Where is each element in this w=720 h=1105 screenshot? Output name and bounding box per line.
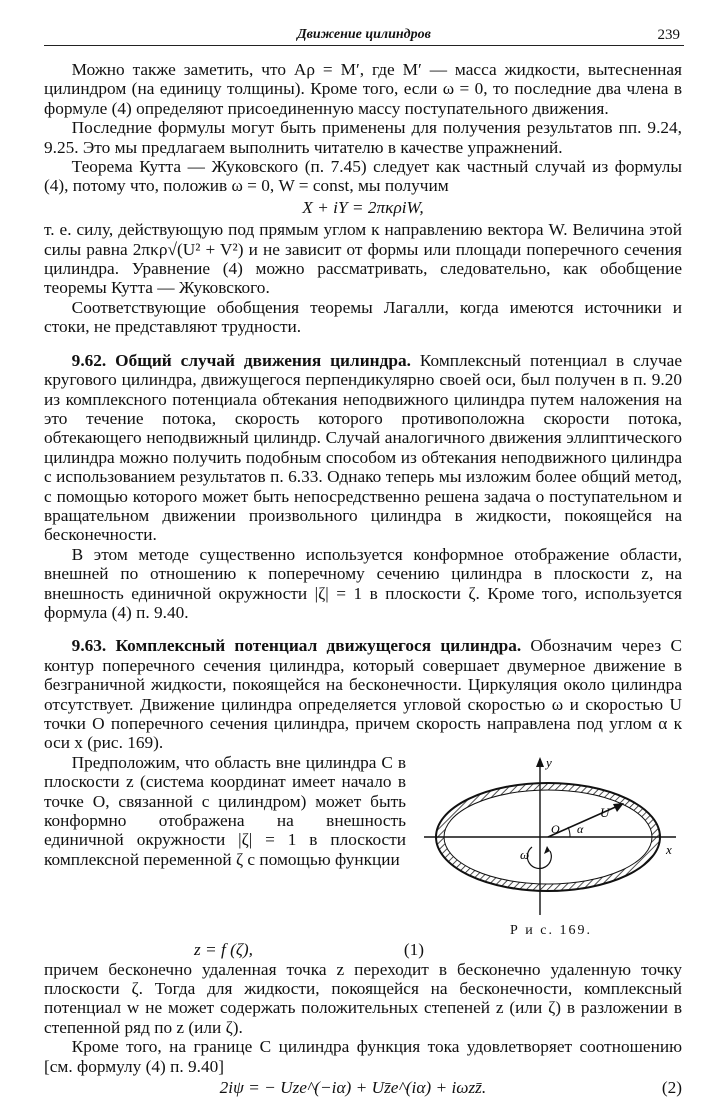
paragraph: Кроме того, на границе C цилиндра функция тока удовлетворяет соотношению [см. формулу (4) п. 9.40] bbox=[44, 1037, 682, 1076]
paragraph: Предположим, что область вне цилиндра C в плоскости z (система координат имеет начало в точке O, связанной с цилиндром) может быть конформно отображена на внешность единичной окружности |ζ| = 1 в плоскости комплексной переменной ζ с помощью функции bbox=[44, 752, 406, 869]
section-9-62 bbox=[44, 351, 682, 545]
running-header bbox=[44, 27, 684, 46]
paragraph: В этом методе существенно используется конформное отображение области, внешней по отношению к поперечному сечению цилиндра в плоскости z, на внешность единичной окружности |ζ| = 1 в плоскости ζ. Кроме того, используется формула (4) п. 9.40. bbox=[44, 544, 682, 622]
formula-number: (2) bbox=[661, 1078, 682, 1098]
section-text: Обозначим через C контур поперечного сечения цилиндра, который совершает двумерное движение в безграничной жидкости, покоящейся на бесконечности. Циркуляция около цилиндра отсутствует. Движение цилиндра определяется угловой скоростью ω и скоростью U точки O поперечного сечения цилиндра, причем скорость направлена под углом α к оси x (рис. 169). bbox=[44, 636, 682, 753]
section-9-63 bbox=[44, 636, 682, 752]
paragraph: т. е. силу, действующую под прямым углом к направлению вектора W. Величина этой силы равна 2πκρ√(U² + V²) и не зависит от формы или площади поперечного сечения цилиндра. Уравнение (4) можно рассматривать, следовательно, как обобщение теоремы Кутта — Жуковского. bbox=[44, 220, 682, 298]
page-body bbox=[44, 60, 682, 1097]
paragraph: Последние формулы могут быть применены для получения результатов пп. 9.24, 9.25. Это мы предлагаем выполнить читателю в качестве упражнений. bbox=[44, 118, 682, 157]
alpha-label: α bbox=[577, 821, 584, 836]
paragraph: Теорема Кутта — Жуковского (п. 7.45) следует как частный случай из формулы (4), потому что, положив ω = 0, W = const, мы получим bbox=[44, 157, 682, 196]
section-title: 9.63. Комплексный потенциал движущегося цилиндра. bbox=[71, 636, 522, 656]
velocity-label: U bbox=[600, 804, 610, 820]
section-text: Комплексный потенциал в случае кругового цилиндра, движущегося перпендикулярно своей оси, был получен в п. 9.20 из комплексного потенциала обтекания неподвижного цилиндра путем наложения на это течение потока, скорость которого противоположна скорости потока, обтекающего неподвижный цилиндр. Случай аналогичного движения эллиптического цилиндра можно получить подобным способом из обтекания неподвижного цилиндра с использованием результатов п. 6.33. Однако теперь мы изложим более общий метод, с помощью которого может быть непосредственно решена задача о поступательном и вращательном движении произвольного цилиндра в жидкости, покоящейся на бесконечности. bbox=[44, 350, 682, 545]
formula-number: (1) bbox=[403, 940, 424, 960]
ellipse-diagram bbox=[420, 755, 682, 917]
paragraph: Можно также заметить, что Aρ = M′, где M′ — масса жидкости, вытесненная цилиндром (на единицу толщины). Кроме того, если ω = 0, то последние два члена в формуле (4) определяют присоединенную массу поступательного движения. bbox=[44, 60, 682, 118]
paragraph: причем бесконечно удаленная точка z переходит в бесконечно удаленную точку плоскости ζ. Тогда для жидкости, покоящейся на бесконечности, комплексный потенциал w не может содержать положительных степеней z (или ζ) в разложении в степенной ряд по z (или ζ). bbox=[44, 959, 682, 1037]
formula-stream-expr: 2iψ = − Uze^(−iα) + Uz̄e^(iα) + iωzz̄. bbox=[219, 1078, 487, 1098]
origin-label: O bbox=[551, 821, 560, 836]
y-axis-arrow bbox=[536, 757, 544, 767]
x-label: x bbox=[666, 841, 672, 857]
formula-mapping bbox=[194, 940, 424, 959]
figure-caption: Р и с. 169. bbox=[510, 922, 592, 938]
section-title: 9.62. Общий случай движения цилиндра. bbox=[71, 350, 411, 370]
formula-stream-function bbox=[44, 1078, 682, 1097]
omega-label: ω bbox=[520, 846, 530, 862]
figure-169 bbox=[420, 755, 682, 940]
formula-mapping-expr: z = f (ζ), bbox=[194, 940, 253, 960]
y-label: y bbox=[546, 754, 552, 770]
running-title: Движение цилиндров bbox=[297, 27, 431, 42]
page-number: 239 bbox=[657, 27, 680, 43]
formula-force: X + iY = 2πκρiW, bbox=[302, 197, 424, 217]
paragraph: Соответствующие обобщения теоремы Лагалли, когда имеются источники и стоки, не представляют трудности. bbox=[44, 297, 682, 337]
